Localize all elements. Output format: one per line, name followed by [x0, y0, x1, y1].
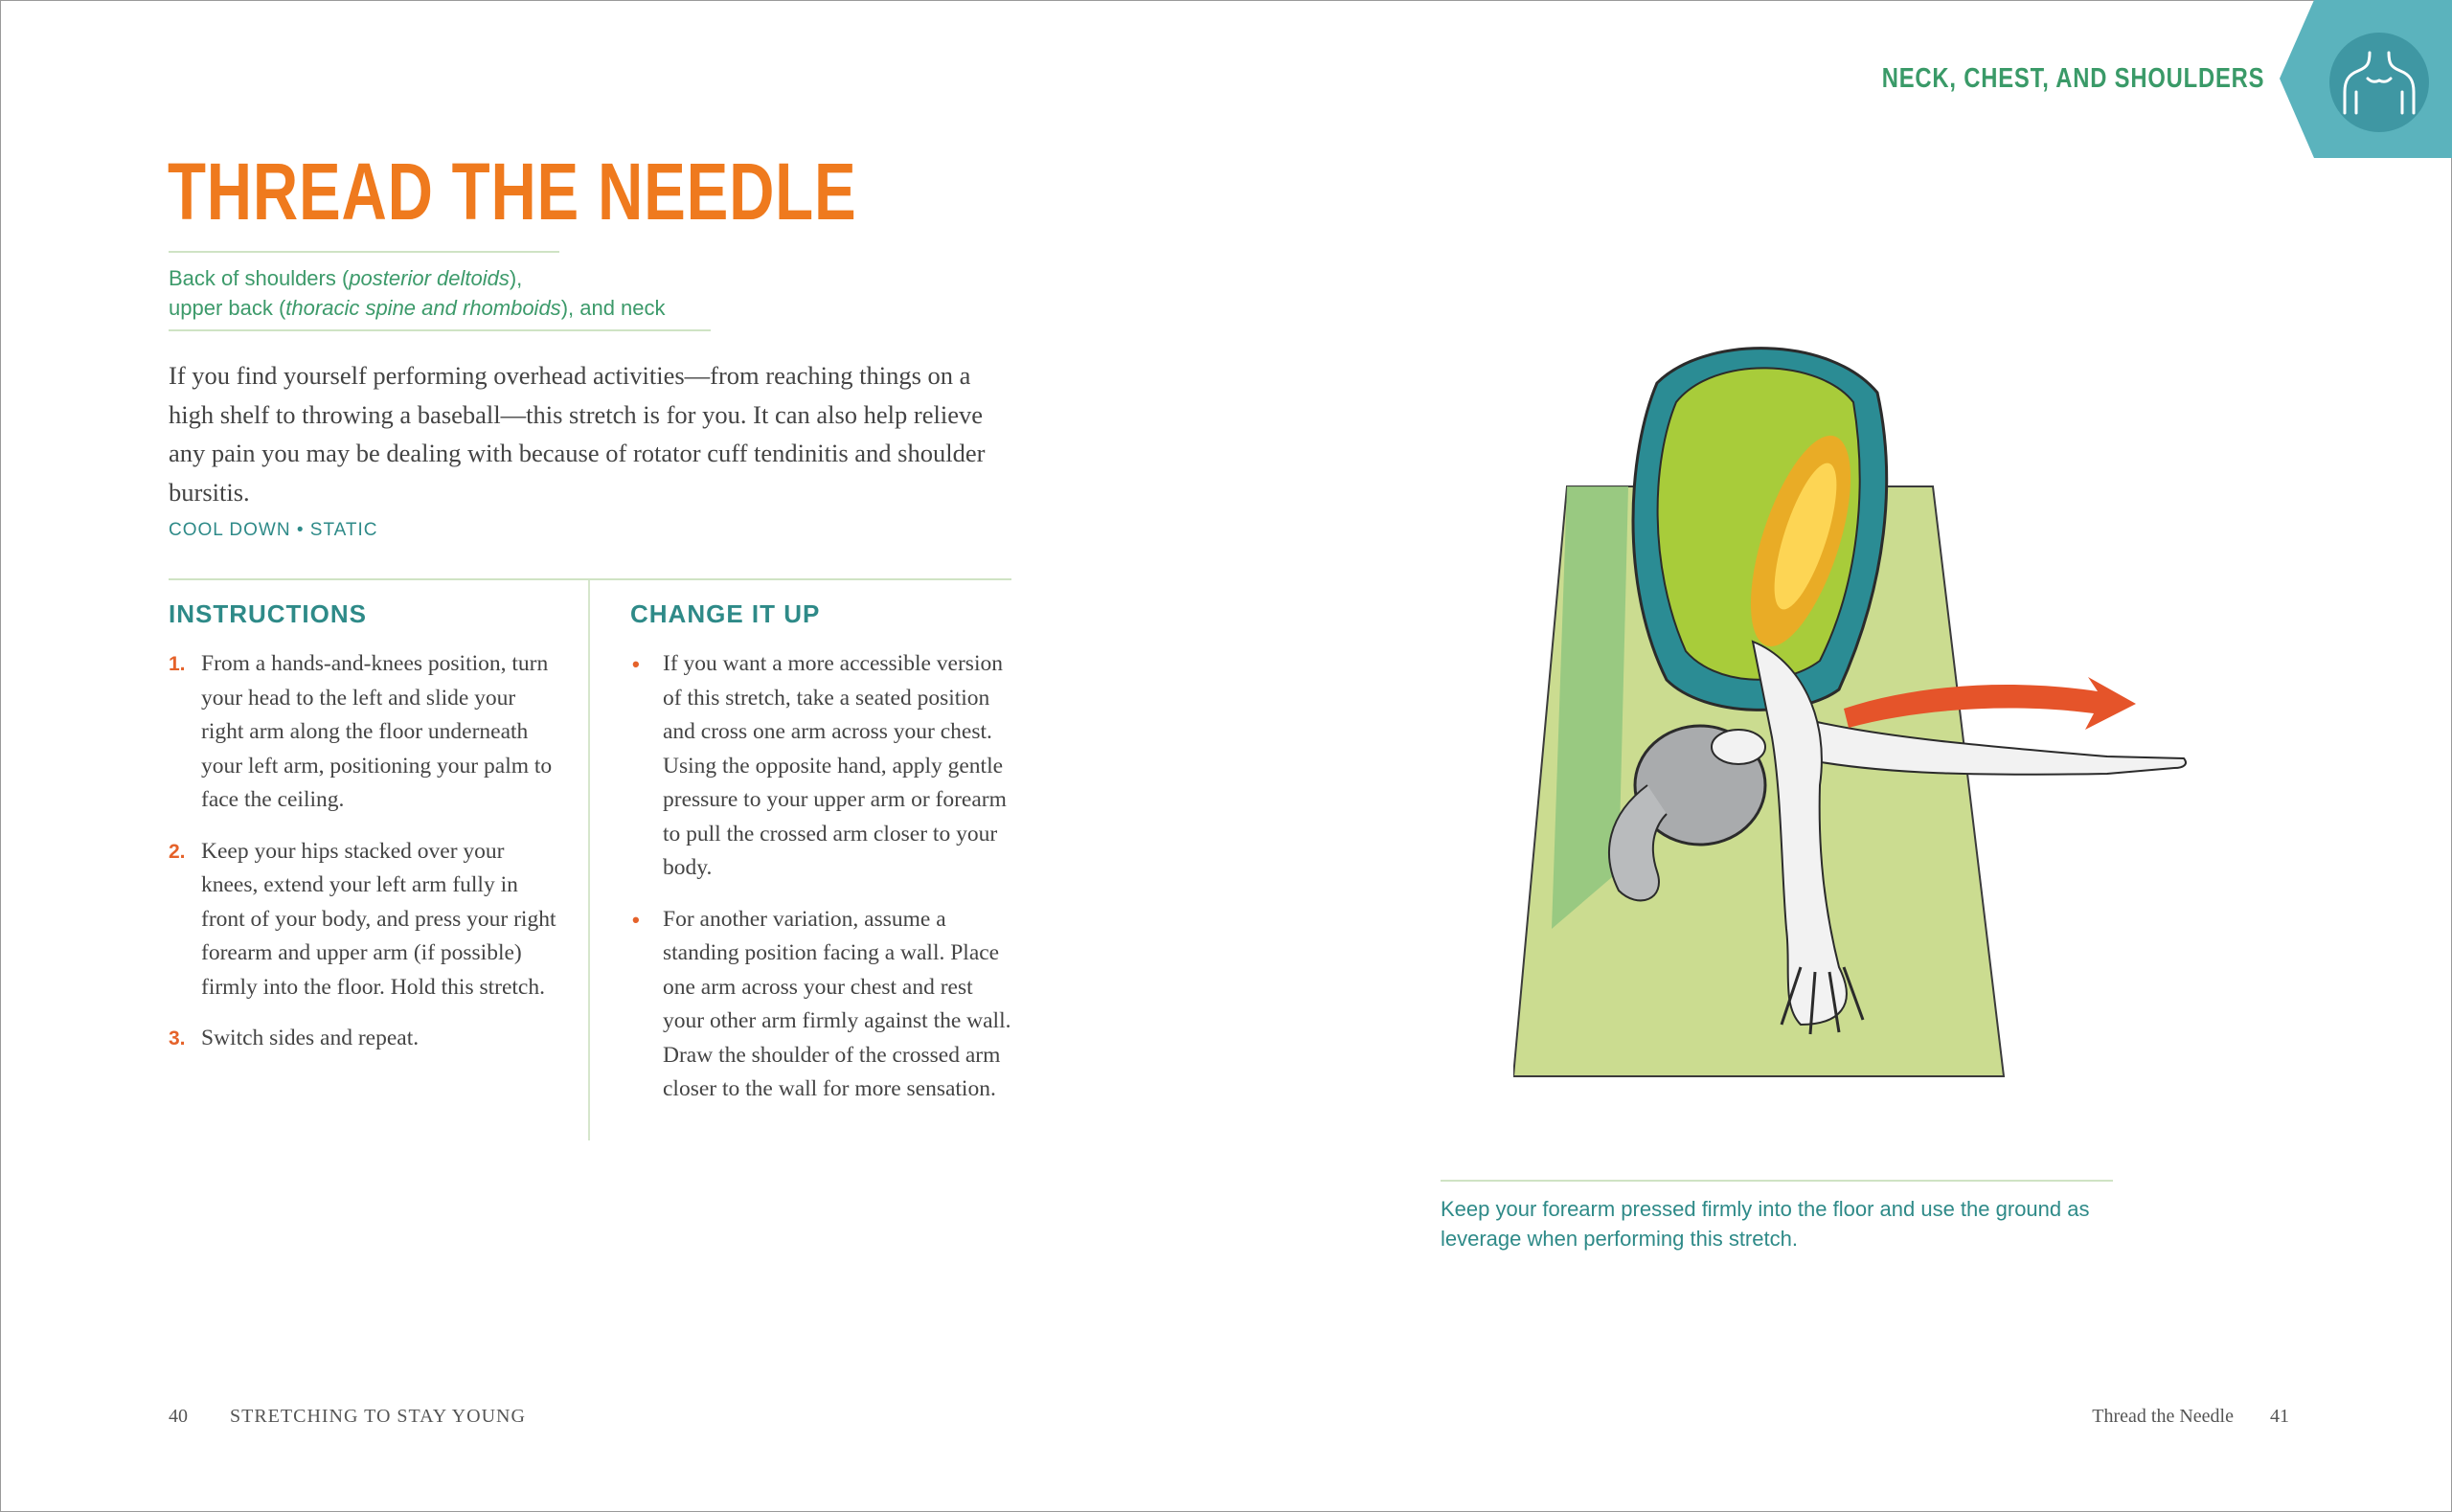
left-page-number: 40 — [169, 1406, 188, 1427]
muscles-line-2: upper back (thoracic spine and rhomboids), and neck — [169, 296, 666, 320]
section-label: NECK, CHEST, AND SHOULDERS — [1881, 63, 2264, 94]
right-page-number: 41 — [2270, 1406, 2289, 1427]
instructions-heading: INSTRUCTIONS — [169, 599, 367, 628]
title-rule — [169, 251, 559, 253]
left-book-title: STRETCHING TO STAY YOUNG — [230, 1406, 526, 1427]
variation-item: • For another variation, assume a standing position facing a wall. Place one arm across your chest and rest your other arm firmly against the wall. Draw the shoulder of the crossed arm closer to the wall for more sensation. — [632, 906, 1011, 1101]
muscles-rule — [169, 329, 711, 331]
change-it-up-heading: CHANGE IT UP — [630, 599, 821, 628]
instruction-step: 3. Switch sides and repeat. — [169, 1026, 420, 1050]
section-tab-badge — [2280, 0, 2452, 158]
exercise-title: THREAD THE NEEDLE — [168, 147, 857, 237]
target-muscles — [169, 263, 743, 323]
instruction-step: 2. Keep your hips stacked over your knees, extend your left arm fully in front of your body, and press your right forearm and upper arm (if possible) firmly into the floor. Hold this stretch. — [169, 838, 556, 1000]
intro-paragraph: If you find yourself performing overhead activities—from reaching things on a high shelf to throwing a baseball—this stretch is for you. It can also help relieve any pain you may be dealing with because of rotator cuff tendinitis and shoulder bursitis. — [169, 361, 986, 507]
instruction-step: 1. From a hands-and-knees position, turn your head to the left and slide your right arm along the floor underneath your left arm, positioning your palm to face the ceiling. — [169, 651, 553, 812]
variation-item: • If you want a more accessible version of this stretch, take a seated position and cross one arm across your chest. Using the opposite hand, apply gentle pressure to your upper arm or forearm to pull the crossed arm closer to your body. — [632, 651, 1007, 880]
variations-list — [630, 647, 1015, 1124]
stretch-illustration — [1513, 335, 2222, 1092]
caption-rule — [1441, 1180, 2113, 1182]
right-chapter-title: Thread the Needle — [2092, 1406, 2234, 1427]
muscles-line-1: Back of shoulders (posterior deltoids), — [169, 266, 523, 290]
exercise-tags: COOL DOWN • STATIC — [169, 520, 378, 540]
figure-caption: Keep your forearm pressed firmly into the floor and use the ground as leverage when performing this stretch. — [1441, 1197, 2090, 1251]
section-rule — [169, 578, 1011, 580]
column-divider — [588, 580, 590, 1140]
instructions-list — [169, 647, 557, 1073]
